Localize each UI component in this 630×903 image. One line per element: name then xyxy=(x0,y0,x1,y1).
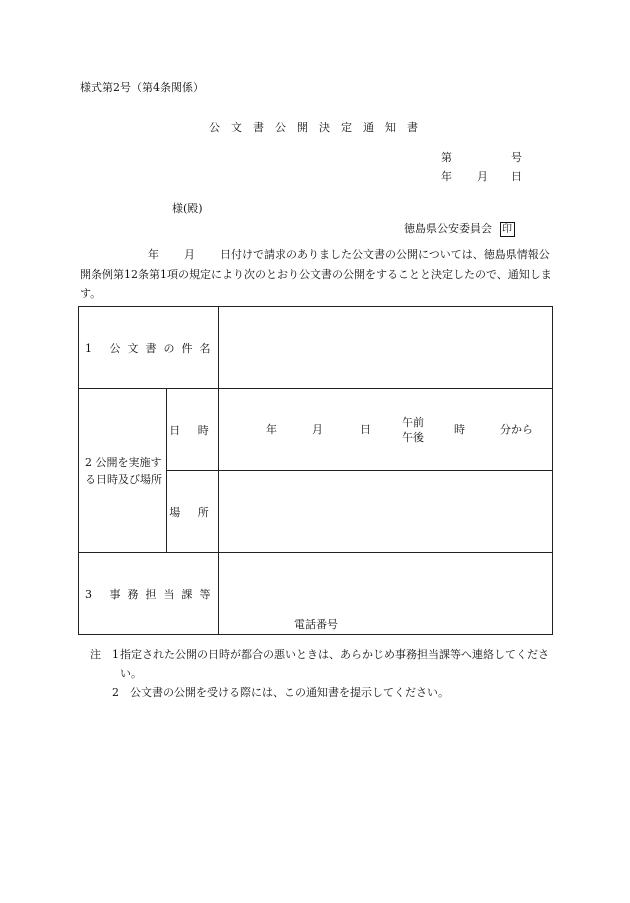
document-title: 公文書公開決定通知書 xyxy=(209,121,429,134)
subject-value-cell[interactable] xyxy=(219,307,553,389)
doc-number-suffix: 号 xyxy=(511,151,522,164)
notice-table xyxy=(78,306,553,635)
issuer-block xyxy=(404,222,515,237)
form-number: 様式第2号（第4条関係） xyxy=(80,81,204,94)
dt-year: 年 xyxy=(266,423,277,436)
issuer-name: 徳島県公安委員会 xyxy=(404,222,492,235)
place-label: 場 所 xyxy=(169,505,216,519)
notes-prefix: 注 xyxy=(90,648,101,661)
note-number: 2 xyxy=(112,686,119,699)
datetime-value-cell[interactable] xyxy=(219,389,553,471)
intro-month-label: 月 xyxy=(184,248,195,261)
datetime-label-cell xyxy=(167,389,219,471)
date-day-label: 日 xyxy=(511,170,522,183)
intro-paragraph xyxy=(80,245,552,304)
note-number: 1 xyxy=(112,648,119,661)
dt-minute-from: 分から xyxy=(500,423,533,436)
table-row-datetime xyxy=(79,389,553,471)
place-value-cell[interactable] xyxy=(219,471,553,553)
dt-am: 午前 xyxy=(402,416,424,429)
intro-text: 日付けで請求のありました公文書の公開については、徳島県情報公開条例第12条第1項の規定により次のとおり公文書の公開をすることと決定したので、通知します。 xyxy=(80,248,552,300)
table-row-subject xyxy=(79,307,553,389)
office-label: 3 事務担当課等 xyxy=(85,587,218,601)
date-month-label: 月 xyxy=(477,170,488,183)
schedule-label-cell xyxy=(79,389,167,553)
dt-day: 日 xyxy=(360,423,371,436)
office-label-cell xyxy=(79,553,219,635)
date-year-label: 年 xyxy=(441,170,452,183)
note-text: 公文書の公開を受ける際には、この通知書を提示してください。 xyxy=(130,686,449,699)
schedule-label: 2 公開を実施する日時及び場所 xyxy=(85,455,162,486)
phone-label: 電話番号 xyxy=(294,618,338,631)
office-value-cell[interactable] xyxy=(219,553,553,635)
dt-pm: 午後 xyxy=(402,431,424,444)
datetime-label: 日 時 xyxy=(169,423,216,437)
intro-year-label: 年 xyxy=(148,248,159,261)
note-item xyxy=(90,645,560,683)
notes-section xyxy=(90,645,560,702)
table-row-office xyxy=(79,553,553,635)
seal-stamp: 印 xyxy=(500,222,515,237)
dt-hour: 時 xyxy=(454,423,465,436)
doc-number-prefix: 第 xyxy=(441,151,452,164)
dt-month: 月 xyxy=(312,423,323,436)
note-item xyxy=(90,683,560,702)
addressee: 様(殿) xyxy=(172,202,203,215)
subject-label: 1 公文書の件名 xyxy=(85,341,218,355)
note-text: 指定された公開の日時が都合の悪いときは、あらかじめ事務担当課等へ連絡してください。 xyxy=(120,648,549,680)
subject-label-cell xyxy=(79,307,219,389)
place-label-cell xyxy=(167,471,219,553)
